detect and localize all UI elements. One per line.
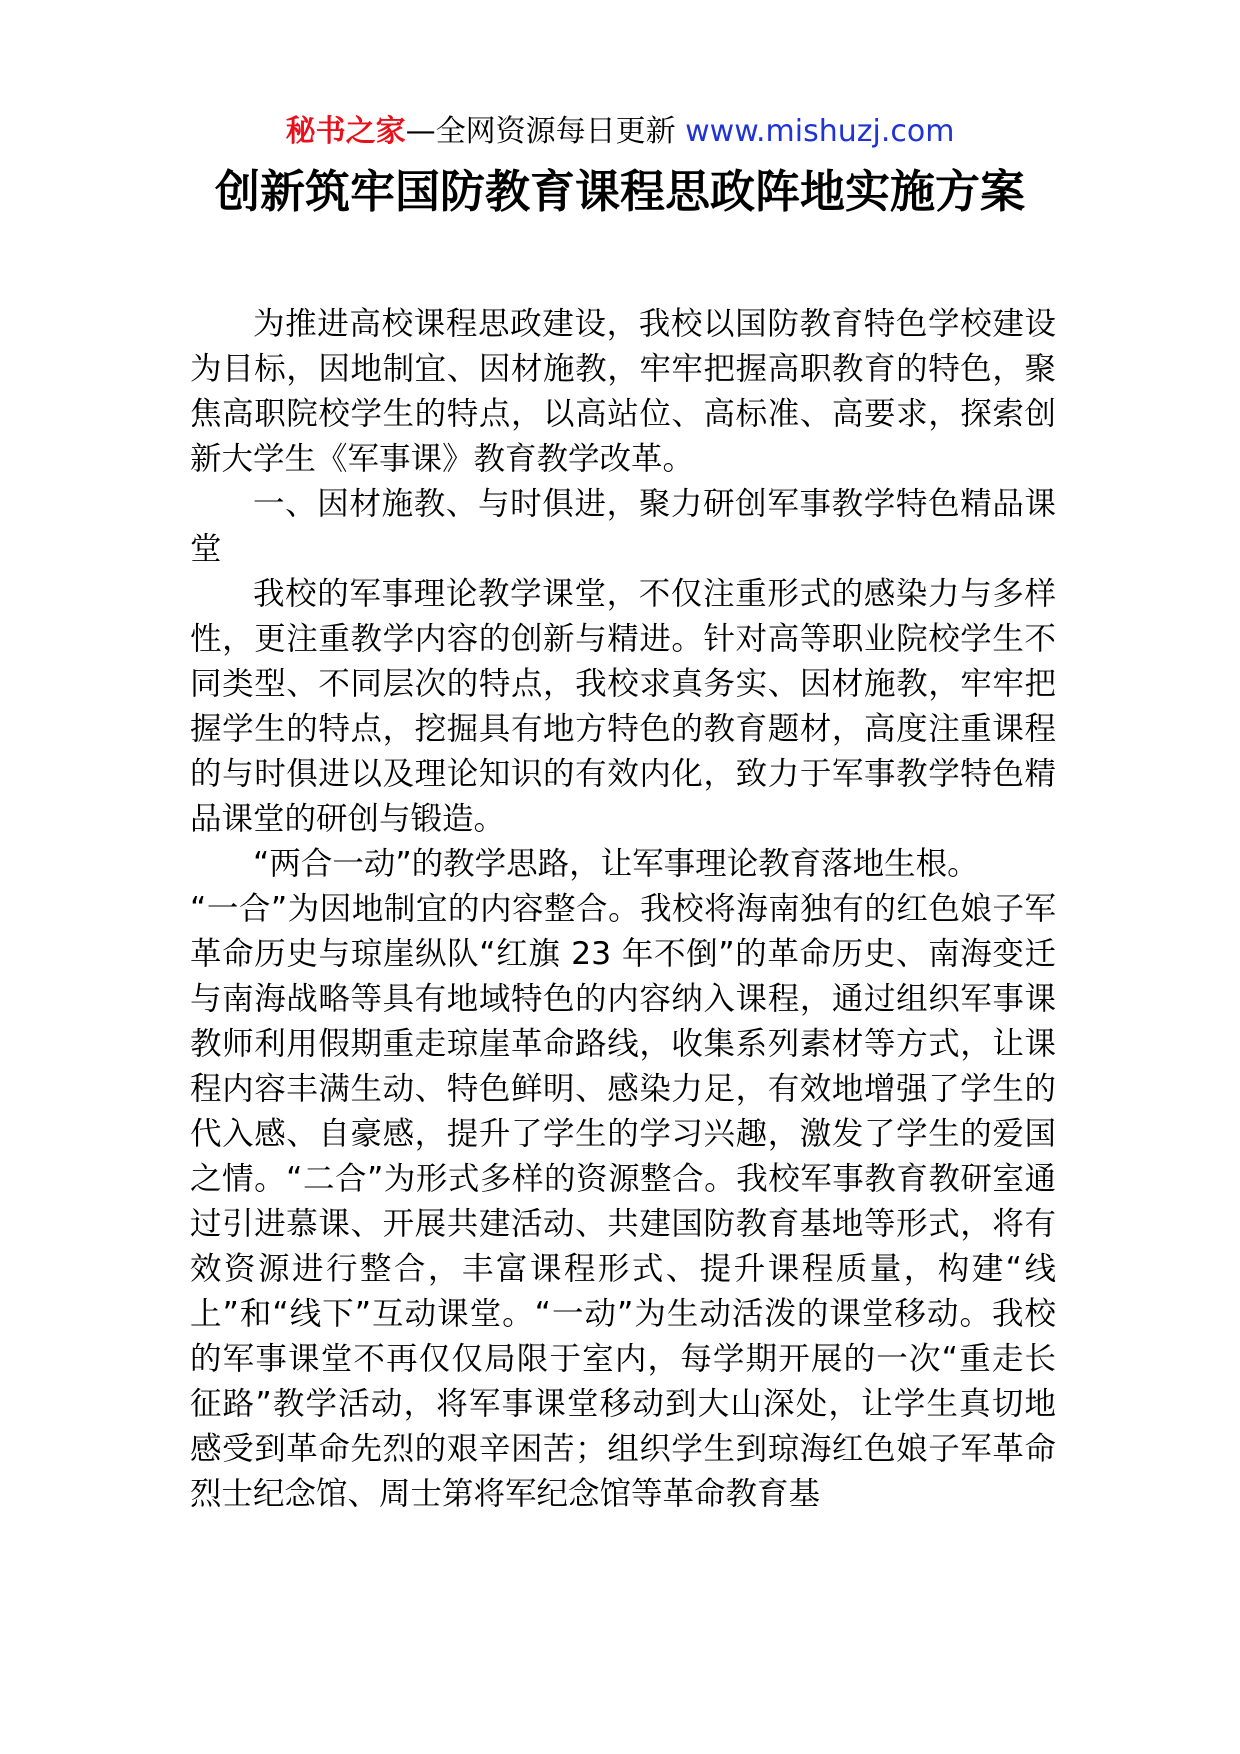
paragraph-details: “一合”为因地制宜的内容整合。我校将海南独有的红色娘子军革命历史与琼崖纵队“红旗 23 年不倒”的革命历史、南海变迁与南海战略等具有地域特色的内容纳入课程，通过组织军事课教师利用假期重走琼崖革命路线，收集系列素材等方式，让课程内容丰满生动、特色鲜明、感染力足，有效地增强了学生的代入感、自豪感，提升了学生的学习兴趣，激发了学生的爱国之情。“二合”为形式多样的资源整合。我校军事教育教研室通过引进慕课、开展共建活动、共建国防教育基地等形式，将有效资源进行整合，丰富课程形式、提升课程质量，构建“线上”和“线下”互动课堂。“一动”为生动活泼的课堂移动。我校的军事课堂不再仅仅局限于室内，每学期开展的一次“重走长征路”教学活动，将军事课堂移动到大山深处，让学生真切地感受到革命先烈的艰辛困苦；组织学生到琼海红色娘子军革命烈士纪念馆、周士第将军纪念馆等革命教育基 bbox=[190, 891, 1056, 1512]
site-url-link[interactable]: www.mishuzj.com bbox=[685, 114, 955, 149]
document-title: 创新筑牢国防教育课程思政阵地实施方案 bbox=[214, 165, 1025, 218]
site-header bbox=[0, 110, 1240, 154]
site-brand: 秘书之家 bbox=[285, 114, 406, 149]
section-heading-1: 一、因材施教、与时俱进，聚力研创军事教学特色精品课堂 bbox=[190, 486, 1056, 567]
paragraph-intro: 为推进高校课程思政建设，我校以国防教育特色学校建设 为目标，因地制宜、因材施教，牢牢把握高职教育的特色，聚 焦高职院校学生的特点，以高站位、高标准、高要求，探索创 新大学生《军事课》教育教学改革。 bbox=[190, 306, 1056, 477]
site-tagline: —全网资源每日更新 bbox=[405, 114, 676, 149]
paragraph-classroom: 我校的军事理论教学课堂，不仅注重形式的感染力与多样性，更注重教学内容的创新与精进。针对高等职业院校学生不 同类型、不同层次的特点，我校求真务实、因材施教，牢牢把 握学生的特点，挖掘具有地方特色的教育题材，高度注重课程 的与时俱进以及理论知识的有效内化，致力于军事教学特色精 品课堂的研创与锻造。 bbox=[190, 576, 1056, 837]
paragraph-teaching-approach: “两合一动”的教学思路，让军事理论教育落地生根。 bbox=[253, 846, 979, 882]
document-body bbox=[190, 302, 1056, 1517]
